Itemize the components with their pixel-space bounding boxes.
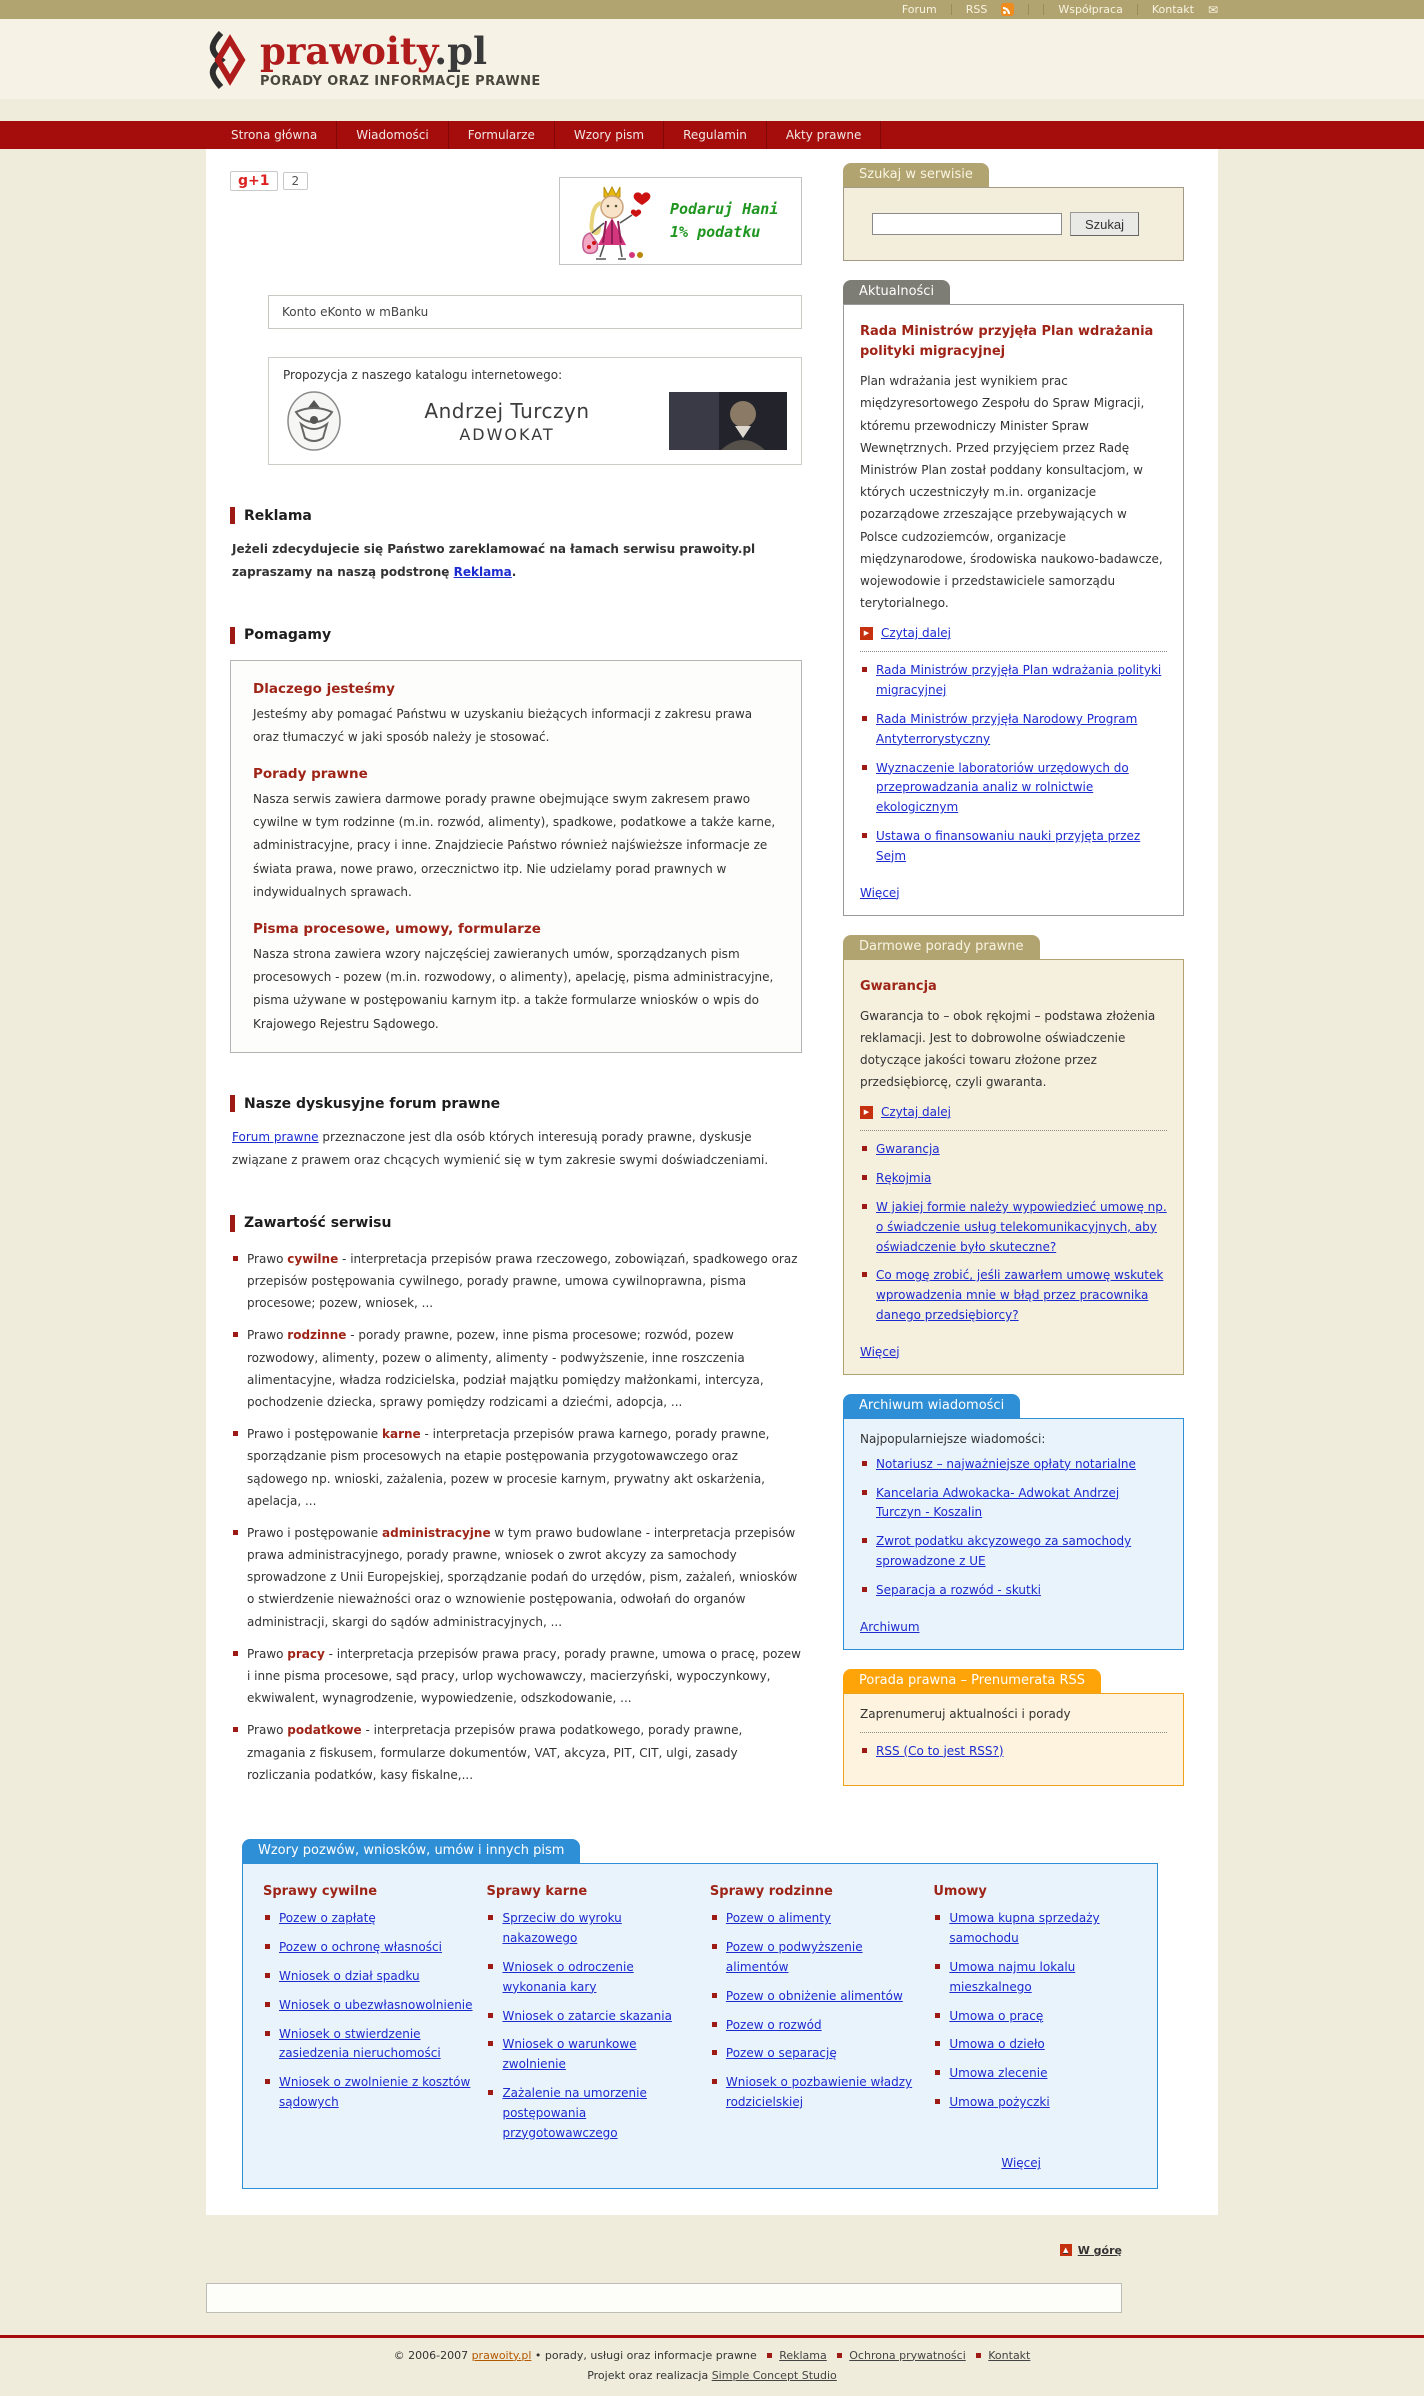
catalog-intro: Propozycja z naszego katalogu internetowego:: [283, 368, 563, 382]
list-item: Prawo cywilne - interpretacja przepisów prawa rzeczowego, zobowiązań, spadkowego oraz przepisów postępowania cywilnego, porady prawne, umowa cywilnoprawna, pisma procesowe; pozew, wniosek, ...: [232, 1248, 802, 1315]
list-item: [860, 1169, 1167, 1189]
credits-text: Projekt oraz realizacja: [587, 2368, 712, 2382]
list-item: [263, 2025, 476, 2065]
list-item: [860, 827, 1167, 867]
template-link[interactable]: Pozew o podwyższenie alimentów: [725, 1940, 863, 1974]
catalog-proposal-box[interactable]: [268, 357, 802, 465]
archive-link[interactable]: Kancelaria Adwokacka- Adwokat Andrzej Turczyn - Koszalin: [876, 1485, 1120, 1520]
template-link[interactable]: Umowa pożyczki: [949, 2094, 1050, 2109]
list-item: [860, 1266, 1167, 1325]
banner-text: Podaruj Hani 1% podatku: [670, 199, 779, 241]
search-panel: [843, 187, 1184, 261]
bullet: [837, 2353, 842, 2358]
column-title: Sprawy rodzinne: [709, 1884, 833, 1900]
list-item: [860, 710, 1167, 750]
template-link[interactable]: Wniosek o zatarcie skazania: [502, 2008, 672, 2023]
list-item: [710, 1987, 923, 2007]
list-item: [860, 1581, 1167, 1601]
mbank-ad-box[interactable]: [268, 295, 802, 329]
reklama-link[interactable]: Reklama: [453, 565, 512, 580]
logo-main: prawoity: [260, 29, 435, 73]
archive-link[interactable]: Notariusz – najważniejsze opłaty notarialne: [876, 1456, 1136, 1471]
divider: [1043, 4, 1044, 15]
main-navigation: [0, 121, 1424, 149]
template-link[interactable]: Umowa najmu lokalu mieszkalnego: [949, 1959, 1076, 1994]
advice-links-list: [860, 1140, 1167, 1325]
bullet: [976, 2353, 981, 2358]
subheading-pisma-procesowe: Pisma procesowe, umowy, formularze: [253, 920, 541, 937]
tab-archiwum: Archiwum wiadomości: [843, 1394, 1020, 1418]
list-item: [710, 1909, 923, 1929]
topbar-link-rss[interactable]: RSS: [965, 3, 988, 16]
template-link[interactable]: Umowa zlecenie: [949, 2066, 1048, 2081]
right-column: [843, 163, 1184, 1805]
lawyer-name: Andrzej Turczyn: [424, 398, 590, 423]
template-link[interactable]: Umowa o pracę: [949, 2008, 1044, 2023]
copyright-text: © 2006-2007: [393, 2348, 472, 2362]
czytaj-dalej-link[interactable]: Czytaj dalej: [881, 626, 952, 641]
divider: [1028, 4, 1029, 15]
list-item: Prawo rodzinne - porady prawne, pozew, inne pisma procesowe; rozwód, pozew rozwodowy, alimenty, pozew o alimenty, alimenty - podwyższenie, inne roszczenia alimentacyjne, władza rodzicielska, podział majątku pomiędzy małżonkami, intercyza, pochodzenie dziecka, sprawy pomiędzy rodzicami a dziećmi, adopcja, ...: [232, 1324, 802, 1413]
heading-marker: [230, 507, 235, 524]
left-column: [230, 163, 802, 1805]
rss-links-list: [860, 1742, 1167, 1762]
topbar-link-forum[interactable]: Forum: [901, 3, 937, 16]
list-item: Prawo i postępowanie administracyjne w tym prawo budowlane - interpretacja przepisów prawa administracyjnego, porady prawne, wniosek o zwrot akcyzy za samochody sprowadzone z Unii Europejskiej, sporządzanie podań do urzędów, pism, zażaleń, wniosków o stwierdzenie nieważności oraz o wznowienie postępowania, odwołań do organów administracji, skargi do sądów administracyjnych, ...: [232, 1522, 802, 1633]
column-title: Umowy: [933, 1884, 987, 1900]
advice-link[interactable]: W jakiej formie należy wypowiedzieć umowę np. o świadczenie usług telekomunikacyjnych, aby oświadczenie było skuteczne?: [876, 1200, 1167, 1254]
news-link[interactable]: Rada Ministrów przyjęła Plan wdrażania polityki migracyjnej: [876, 663, 1162, 698]
w-gore-link[interactable]: ▲ W górę: [1060, 2244, 1122, 2257]
lawyer-photo: [669, 392, 787, 450]
tab-szukaj-w-serwisie: Szukaj w serwisie: [843, 163, 989, 187]
site-content-list: [232, 1248, 802, 1786]
list-item: [860, 1742, 1167, 1762]
google-plusone-widget[interactable]: [230, 171, 308, 191]
list-item: Prawo i postępowanie karne - interpretacja przepisów prawa karnego, porady prawne, sporządzanie pism procesowych na etapie postępowania przygotowawczego oraz sądowego np. wnioski, zażalenia, pozew w procesie karnym, prywatny akt oskarżenia, apelacja, ...: [232, 1423, 802, 1512]
templates-column-karne: [486, 1878, 699, 2152]
catalog-entry: [345, 399, 669, 444]
nav-item-regulamin[interactable]: Regulamin: [664, 121, 767, 149]
news-links-list: [860, 661, 1167, 866]
news-link[interactable]: Wyznaczenie laboratoriów urzędowych do przeprowadzania analiz w rolnictwie ekologicznym: [876, 760, 1129, 815]
nav-item-strona-glowna[interactable]: Strona główna: [212, 121, 337, 149]
template-link[interactable]: Wniosek o stwierdzenie zasiedzenia nieruchomości: [279, 2026, 441, 2061]
template-link[interactable]: Pozew o obniżenie alimentów: [725, 1988, 903, 2003]
template-link[interactable]: Pozew o ochronę własności: [279, 1940, 442, 1955]
list-item: [860, 661, 1167, 701]
section-heading-pomagamy: Pomagamy: [230, 627, 802, 644]
template-link[interactable]: Wniosek o dział spadku: [279, 1968, 420, 1983]
list-item: [486, 1909, 699, 1949]
mbank-ad-text: Konto eKonto w mBanku: [282, 305, 429, 319]
paragraph: Jesteśmy aby pomagać Państwu w uzyskaniu bieżących informacji z zakresu prawa oraz tłumaczyć w jaki sposób należy je stosować.: [253, 706, 753, 745]
charity-banner[interactable]: [559, 177, 802, 265]
site-logo[interactable]: [260, 31, 541, 89]
footer-site-link[interactable]: prawoity.pl: [471, 2348, 532, 2362]
templates-column-rodzinne: [710, 1878, 923, 2152]
template-link[interactable]: Pozew o zapłatę: [279, 1911, 376, 1926]
footer-link-ochrona[interactable]: Ochrona prywatności: [849, 2348, 966, 2362]
rss-intro: Zaprenumeruj aktualności i porady: [860, 1706, 1071, 1721]
list-item: [263, 1938, 476, 1958]
plusone-button[interactable]: g+1: [230, 171, 278, 191]
list-item: [486, 2035, 699, 2075]
list-item: [860, 759, 1167, 818]
back-to-top-row: [206, 2241, 1218, 2257]
column-title: Sprawy cywilne: [263, 1884, 378, 1900]
topbar-link-wspolpraca[interactable]: Współpraca: [1058, 3, 1123, 16]
rss-icon[interactable]: [1001, 3, 1014, 16]
template-link[interactable]: Sprzeciw do wyroku nakazowego: [502, 1911, 622, 1946]
forum-paragraph: Forum prawne przeznaczone jest dla osób których interesują porady prawne, dyskusje związane z prawem oraz chcących wymienić się w tym zakresie swymi doświadczeniami.: [232, 1130, 769, 1168]
list-item: [933, 2093, 1137, 2113]
dotted-divider: [860, 1130, 1167, 1131]
logo-tld: .pl: [434, 29, 488, 73]
divider: [951, 4, 952, 15]
heading-marker: [230, 1215, 235, 1232]
template-link[interactable]: Pozew o alimenty: [725, 1911, 832, 1926]
list-item: [263, 2073, 476, 2113]
news-link[interactable]: Ustawa o finansowaniu nauki przyjęta przez Sejm: [876, 828, 1141, 863]
tab-prenumerata-rss: Porada prawna – Prenumerata RSS: [843, 1669, 1101, 1693]
news-panel: [843, 304, 1184, 916]
advice-article-text: Gwarancja to – obok rękojmi – podstawa złożenia reklamacji. Jest to dobrowolne oświadczenie dotyczące jakości towaru złożone przez przedsiębiorcę, czyli gwaranta.: [860, 1008, 1156, 1090]
tab-aktualnosci: Aktualności: [843, 280, 950, 304]
rss-link[interactable]: RSS (Co to jest RSS?): [876, 1743, 1004, 1758]
news-article-title: Rada Ministrów przyjęła Plan wdrażania polityki migracyjnej: [860, 324, 1154, 360]
site-logo-icon: [206, 31, 248, 89]
main-content: [206, 149, 1218, 2215]
subheading-porady-prawne: Porady prawne: [253, 765, 368, 782]
list-item: [486, 2007, 699, 2027]
subheading-dlaczego-jestesmy: Dlaczego jesteśmy: [253, 680, 395, 697]
templates-panel: [242, 1863, 1158, 2189]
list-item: [933, 2064, 1137, 2084]
footer-link-kontakt[interactable]: Kontakt: [988, 2348, 1031, 2362]
list-item: [486, 1958, 699, 1998]
template-link[interactable]: Wniosek o odroczenie wykonania kary: [502, 1959, 634, 1994]
templates-section: [230, 1839, 1194, 2189]
list-item: [710, 2016, 923, 2036]
footer-tagline: • porady, usługi oraz informacje prawne: [531, 2348, 757, 2362]
dotted-divider: [860, 1732, 1167, 1733]
list-item: Prawo podatkowe - interpretacja przepisów prawa podatkowego, porady prawne, zmagania z fiskusem, formularze dokumentów, VAT, akcyza, PIT, CIT, ulgi, zasady rozliczania podatków, kasy fiskalne,...: [232, 1719, 802, 1786]
advice-link[interactable]: Rękojmia: [876, 1171, 932, 1186]
search-button[interactable]: Szukaj: [1070, 212, 1139, 236]
wiecej-link[interactable]: Więcej: [1001, 2156, 1041, 2171]
archive-link[interactable]: Zwrot podatku akcyzowego za samochody sprowadzone z UE: [876, 1534, 1132, 1568]
list-item: [933, 2007, 1137, 2027]
template-link[interactable]: Wniosek o ubezwłasnowolnienie: [279, 1997, 473, 2012]
bullet: [767, 2353, 772, 2358]
empty-banner-placeholder: [206, 2283, 1122, 2313]
archive-panel: [843, 1418, 1184, 1650]
template-link[interactable]: Wniosek o zwolnienie z kosztów sądowych: [279, 2075, 471, 2109]
nav-item-wzory-pism[interactable]: Wzory pism: [555, 121, 664, 149]
footer-link-reklama[interactable]: Reklama: [779, 2348, 827, 2362]
site-tagline: PORADY ORAZ INFORMACJE PRAWNE: [260, 73, 541, 89]
search-input[interactable]: [872, 213, 1062, 235]
templates-column-cywilne: [263, 1878, 476, 2152]
plusone-count: 2: [283, 172, 309, 190]
advice-article-title: Gwarancja: [860, 978, 937, 994]
lawyer-title: ADWOKAT: [459, 424, 555, 444]
eagle-emblem-image: [283, 390, 345, 452]
list-item: [933, 1958, 1137, 1998]
column-title: Sprawy karne: [486, 1884, 588, 1900]
template-link[interactable]: Zażalenie na umorzenie postępowania przygotowawczego: [502, 2085, 647, 2140]
paragraph: Nasza strona zawiera wzory najczęściej zawieranych umów, sporządzanych pism procesowych - pozew (m.in. rozwodowy, o alimenty), apelację, pisma administracyjne, pisma używane w postępowaniu karnym itp. a także formularze wniosków o wpis do Krajowego Rejestru Sądowego.: [253, 946, 774, 1031]
news-article-text: Plan wdrażania jest wynikiem prac międzyresortowego Zespołu do Spraw Migracji, któremu przewodniczy Minister Spraw Wewnętrznych. Przed przyjęciem przez Radę Ministrów Plan został poddany konsultacjom, w których uczestniczyły m.in. organizacje pozarządowe zrzeszające przebywających w Polsce cudzoziemców, organizacje międzynarodowe, środowiska naukowo-badawcze, wojewodowie i przedstawiciele samorządu terytorialnego.: [860, 374, 1163, 611]
list-item: [860, 1484, 1167, 1524]
arrow-right-icon: ▶: [860, 1106, 873, 1119]
list-item: [710, 2073, 923, 2113]
list-item: [263, 1967, 476, 1987]
template-link[interactable]: Wniosek o pozbawienie władzy rodzicielskiej: [725, 2075, 913, 2109]
wiecej-link[interactable]: Więcej: [860, 885, 900, 900]
credits-link[interactable]: Simple Concept Studio: [711, 2368, 837, 2382]
archive-link[interactable]: Separacja a rozwód - skutki: [876, 1582, 1041, 1597]
list-item: [860, 1532, 1167, 1572]
section-heading-zawartosc: Zawartość serwisu: [230, 1215, 802, 1232]
nav-item-akty-prawne[interactable]: Akty prawne: [767, 121, 882, 149]
list-item: [860, 1198, 1167, 1257]
heading-marker: [230, 627, 235, 644]
template-link[interactable]: Pozew o rozwód: [725, 2017, 822, 2032]
list-item: [486, 2084, 699, 2143]
archiwum-link[interactable]: Archiwum: [860, 1619, 920, 1634]
paragraph: Nasza serwis zawiera darmowe porady prawne obejmujące swym zakresem prawo cywilne w tym rodzinne (m.in. rozwód, alimenty), spadkowe, podatkowe a także karne, administracyjne, pracy i inne. Znajdziecie Państwo również najświeższe informacje ze świata prawa, nowe prawo, orzecznictwo itp. Nie udzielamy porad prawnych w indywidualnych sprawach.: [253, 791, 776, 900]
list-item: [263, 1909, 476, 1929]
section-heading-forum: Nasze dyskusyjne forum prawne: [230, 1095, 802, 1112]
list-item: [263, 1996, 476, 2016]
czytaj-dalej-link[interactable]: Czytaj dalej: [881, 1105, 952, 1120]
divider: [1137, 4, 1138, 15]
heading-marker: [230, 1095, 235, 1112]
template-link[interactable]: Wniosek o warunkowe zwolnienie: [502, 2037, 637, 2072]
mail-icon: ✉: [1207, 2, 1218, 17]
list-item: [933, 1909, 1137, 1949]
news-link[interactable]: Rada Ministrów przyjęła Narodowy Program Antyterrorystyczny: [876, 711, 1138, 746]
nav-item-wiadomosci[interactable]: Wiadomości: [337, 121, 448, 149]
princess-illustration: [566, 181, 670, 261]
list-item: [710, 2044, 923, 2064]
templates-column-umowy: [933, 1878, 1137, 2152]
template-link[interactable]: Umowa kupna sprzedaży samochodu: [949, 1911, 1100, 1946]
advice-panel: [843, 959, 1184, 1375]
template-link[interactable]: Umowa o dzieło: [949, 2037, 1045, 2052]
archive-intro: Najpopularniejsze wiadomości:: [860, 1431, 1046, 1446]
advice-link[interactable]: Gwarancja: [876, 1142, 940, 1157]
wiecej-link[interactable]: Więcej: [860, 1344, 900, 1359]
dotted-divider: [860, 651, 1167, 652]
top-utility-bar: [0, 0, 1424, 19]
template-link[interactable]: Pozew o separację: [725, 2046, 837, 2061]
list-item: [860, 1455, 1167, 1475]
list-item: Prawo pracy - interpretacja przepisów prawa pracy, porady prawne, umowa o pracę, pozew i inne pisma procesowe, sąd pracy, urlop wychowawczy, macierzyński, wypoczynkowy, ekwiwalent, wynagrodzenie, wypowiedzenie, odszkodowanie, ...: [232, 1643, 802, 1710]
pomagamy-box: [230, 660, 802, 1053]
rss-panel: [843, 1693, 1184, 1787]
tab-wzory-pozwow: Wzory pozwów, wniosków, umów i innych pism: [242, 1839, 580, 1863]
footer: [0, 2338, 1424, 2396]
advice-link[interactable]: Co mogę zrobić, jeśli zawarłem umowę wskutek wprowadzenia mnie w błąd przez pracownika danego przedsiębiorcy?: [876, 1268, 1164, 1322]
list-item: [860, 1140, 1167, 1160]
forum-prawne-link[interactable]: Forum prawne: [232, 1130, 319, 1145]
list-item: [933, 2035, 1137, 2055]
nav-item-formularze[interactable]: Formularze: [449, 121, 555, 149]
site-header: [0, 19, 1424, 99]
list-item: [710, 1938, 923, 1978]
section-heading-reklama: Reklama: [230, 507, 802, 524]
tab-darmowe-porady: Darmowe porady prawne: [843, 935, 1040, 959]
topbar-link-kontakt[interactable]: Kontakt: [1151, 3, 1194, 16]
arrow-right-icon: ▶: [860, 627, 873, 640]
archive-links-list: [860, 1455, 1167, 1601]
arrow-up-icon: ▲: [1060, 2244, 1072, 2256]
reklama-paragraph: Jeżeli zdecydujecie się Państwo zareklamować na łamach serwisu prawoity.pl zapraszamy na naszą podstronę Reklama.: [232, 542, 756, 580]
